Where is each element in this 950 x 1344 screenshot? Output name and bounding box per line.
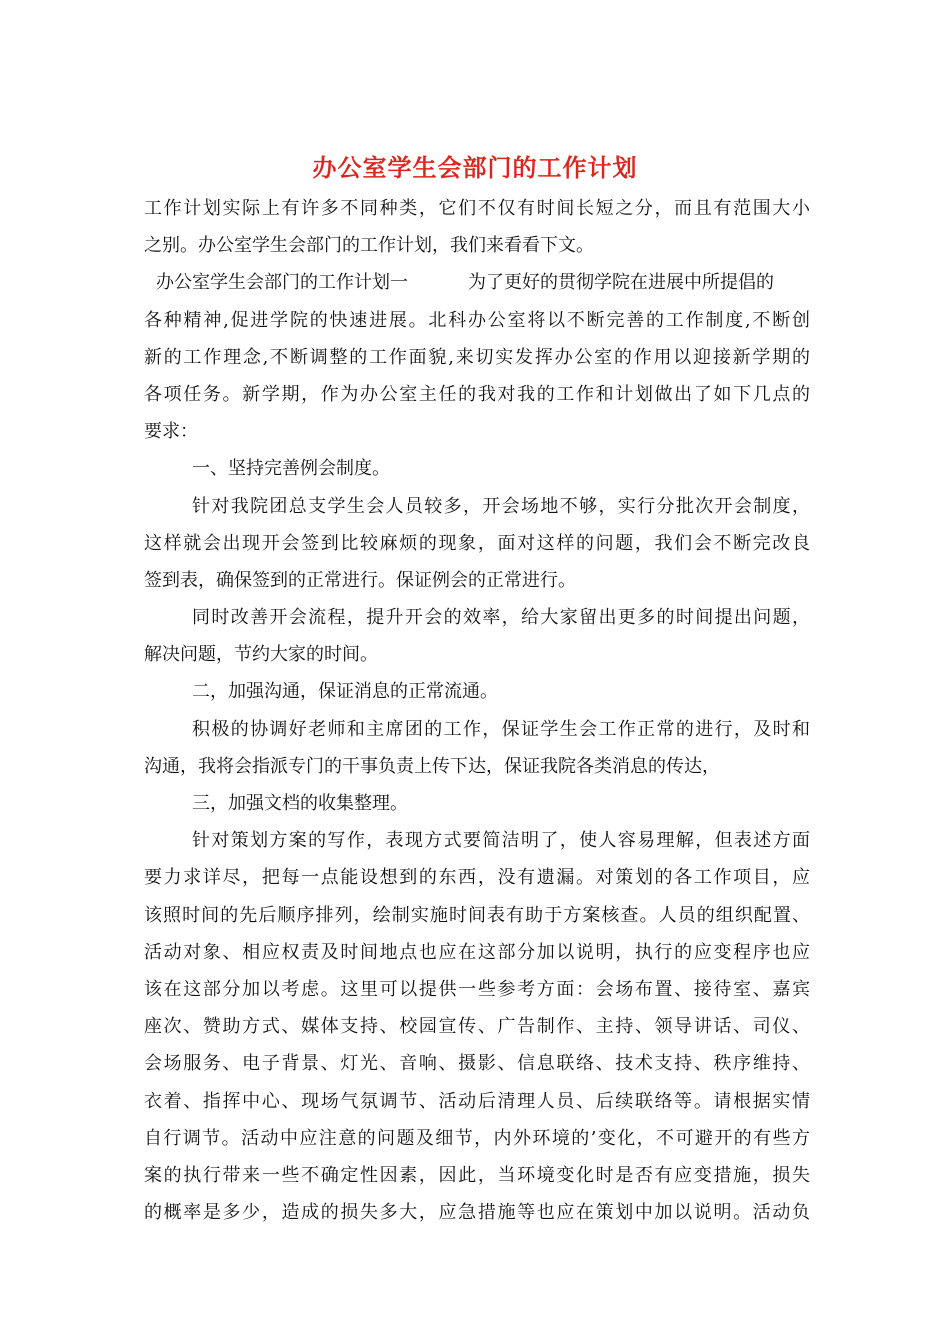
paragraph-line: 衣着、指挥中心、现场气氛调节、活动后清理人员、后续联络等。请根据实情 [144,1090,810,1112]
paragraph-text-inline: 为了更好的贯彻学院在进展中所提倡的 [468,272,774,294]
section-heading: 三，加强文档的收集整理。 [192,793,408,814]
paragraph-line: 自行调节。活动中应注意的问题及细节，内外环境的’变化，不可避开的有些方 [144,1127,810,1149]
paragraph-line: 新的工作理念,不断调整的工作面貌,来切实发挥办公室的作用以迎接新学期的 [144,346,810,368]
document-body [144,190,810,1231]
paragraph-line: 案的执行带来一些不确定性因素，因此，当环境变化时是否有应变措施，损失 [144,1164,810,1186]
document-title: 办公室学生会部门的工作计划 [312,153,638,182]
paragraph-line: 的概率是多少，造成的损失多大，应急措施等也应在策划中加以说明。活动负 [144,1202,810,1224]
paragraph-line: 各种精神,促进学院的快速进展。北科办公室将以不断完善的工作制度,不断创 [144,309,810,331]
paragraph-line: 各项任务。新学期，作为办公室主任的我对我的工作和计划做出了如下几点的 [144,383,810,405]
section-heading: 一、坚持完善例会制度。 [192,458,390,480]
paragraph-line: 该照时间的先后顺序排列，绘制实施时间表有助于方案核查。人员的组织配置、 [144,904,810,926]
paragraph-line: 会场服务、电子背景、灯光、音响、摄影、信息联络、技术支持、秩序维持、 [144,1053,810,1075]
paragraph-line: 座次、赞助方式、媒体支持、校园宣传、广告制作、主持、领导讲话、司仪、 [144,1016,810,1038]
paragraph-line: 同时改善开会流程，提升开会的效率，给大家留出更多的时间提出问题， [192,607,810,629]
paragraph-line: 解决问题，节约大家的时间。 [144,644,378,666]
paragraph-line: 该在这部分加以考虑。这里可以提供一些参考方面：会场布置、接待室、嘉宾 [144,978,810,1000]
paragraph-line: 之别。办公室学生会部门的工作计划，我们来看看下文。 [144,235,594,257]
section-heading: 二，加强沟通，保证消息的正常流通。 [192,681,498,703]
paragraph-line: 活动对象、相应权责及时间地点也应在这部分加以说明，执行的应变程序也应 [144,941,810,963]
paragraph-line: 针对策划方案的写作，表现方式要简洁明了，使人容易理解，但表述方面 [192,830,810,852]
paragraph-line: 工作计划实际上有许多不同种类，它们不仅有时间长短之分，而且有范围大小 [144,198,810,219]
paragraph-line: 针对我院团总支学生会人员较多，开会场地不够，实行分批次开会制度， [192,495,810,517]
paragraph-line: 签到表，确保签到的正常进行。保证例会的正常进行。 [144,569,576,591]
paragraph-line [144,264,810,301]
paragraph-line: 沟通，我将会指派专门的干事负责上传下达，保证我院各类消息的传达， [144,755,720,777]
paragraph-line: 积极的协调好老师和主席团的工作，保证学生会工作正常的进行，及时和 [192,718,810,740]
paragraph-line: 要求： [144,421,198,443]
section-heading-inline: 办公室学生会部门的工作计划一 [156,272,408,294]
paragraph-line: 要力求详尽，把每一点能设想到的东西，没有遗漏。对策划的各工作项目，应 [144,867,810,889]
paragraph-line: 这样就会出现开会签到比较麻烦的现象，面对这样的问题，我们会不断完改良 [144,532,810,554]
